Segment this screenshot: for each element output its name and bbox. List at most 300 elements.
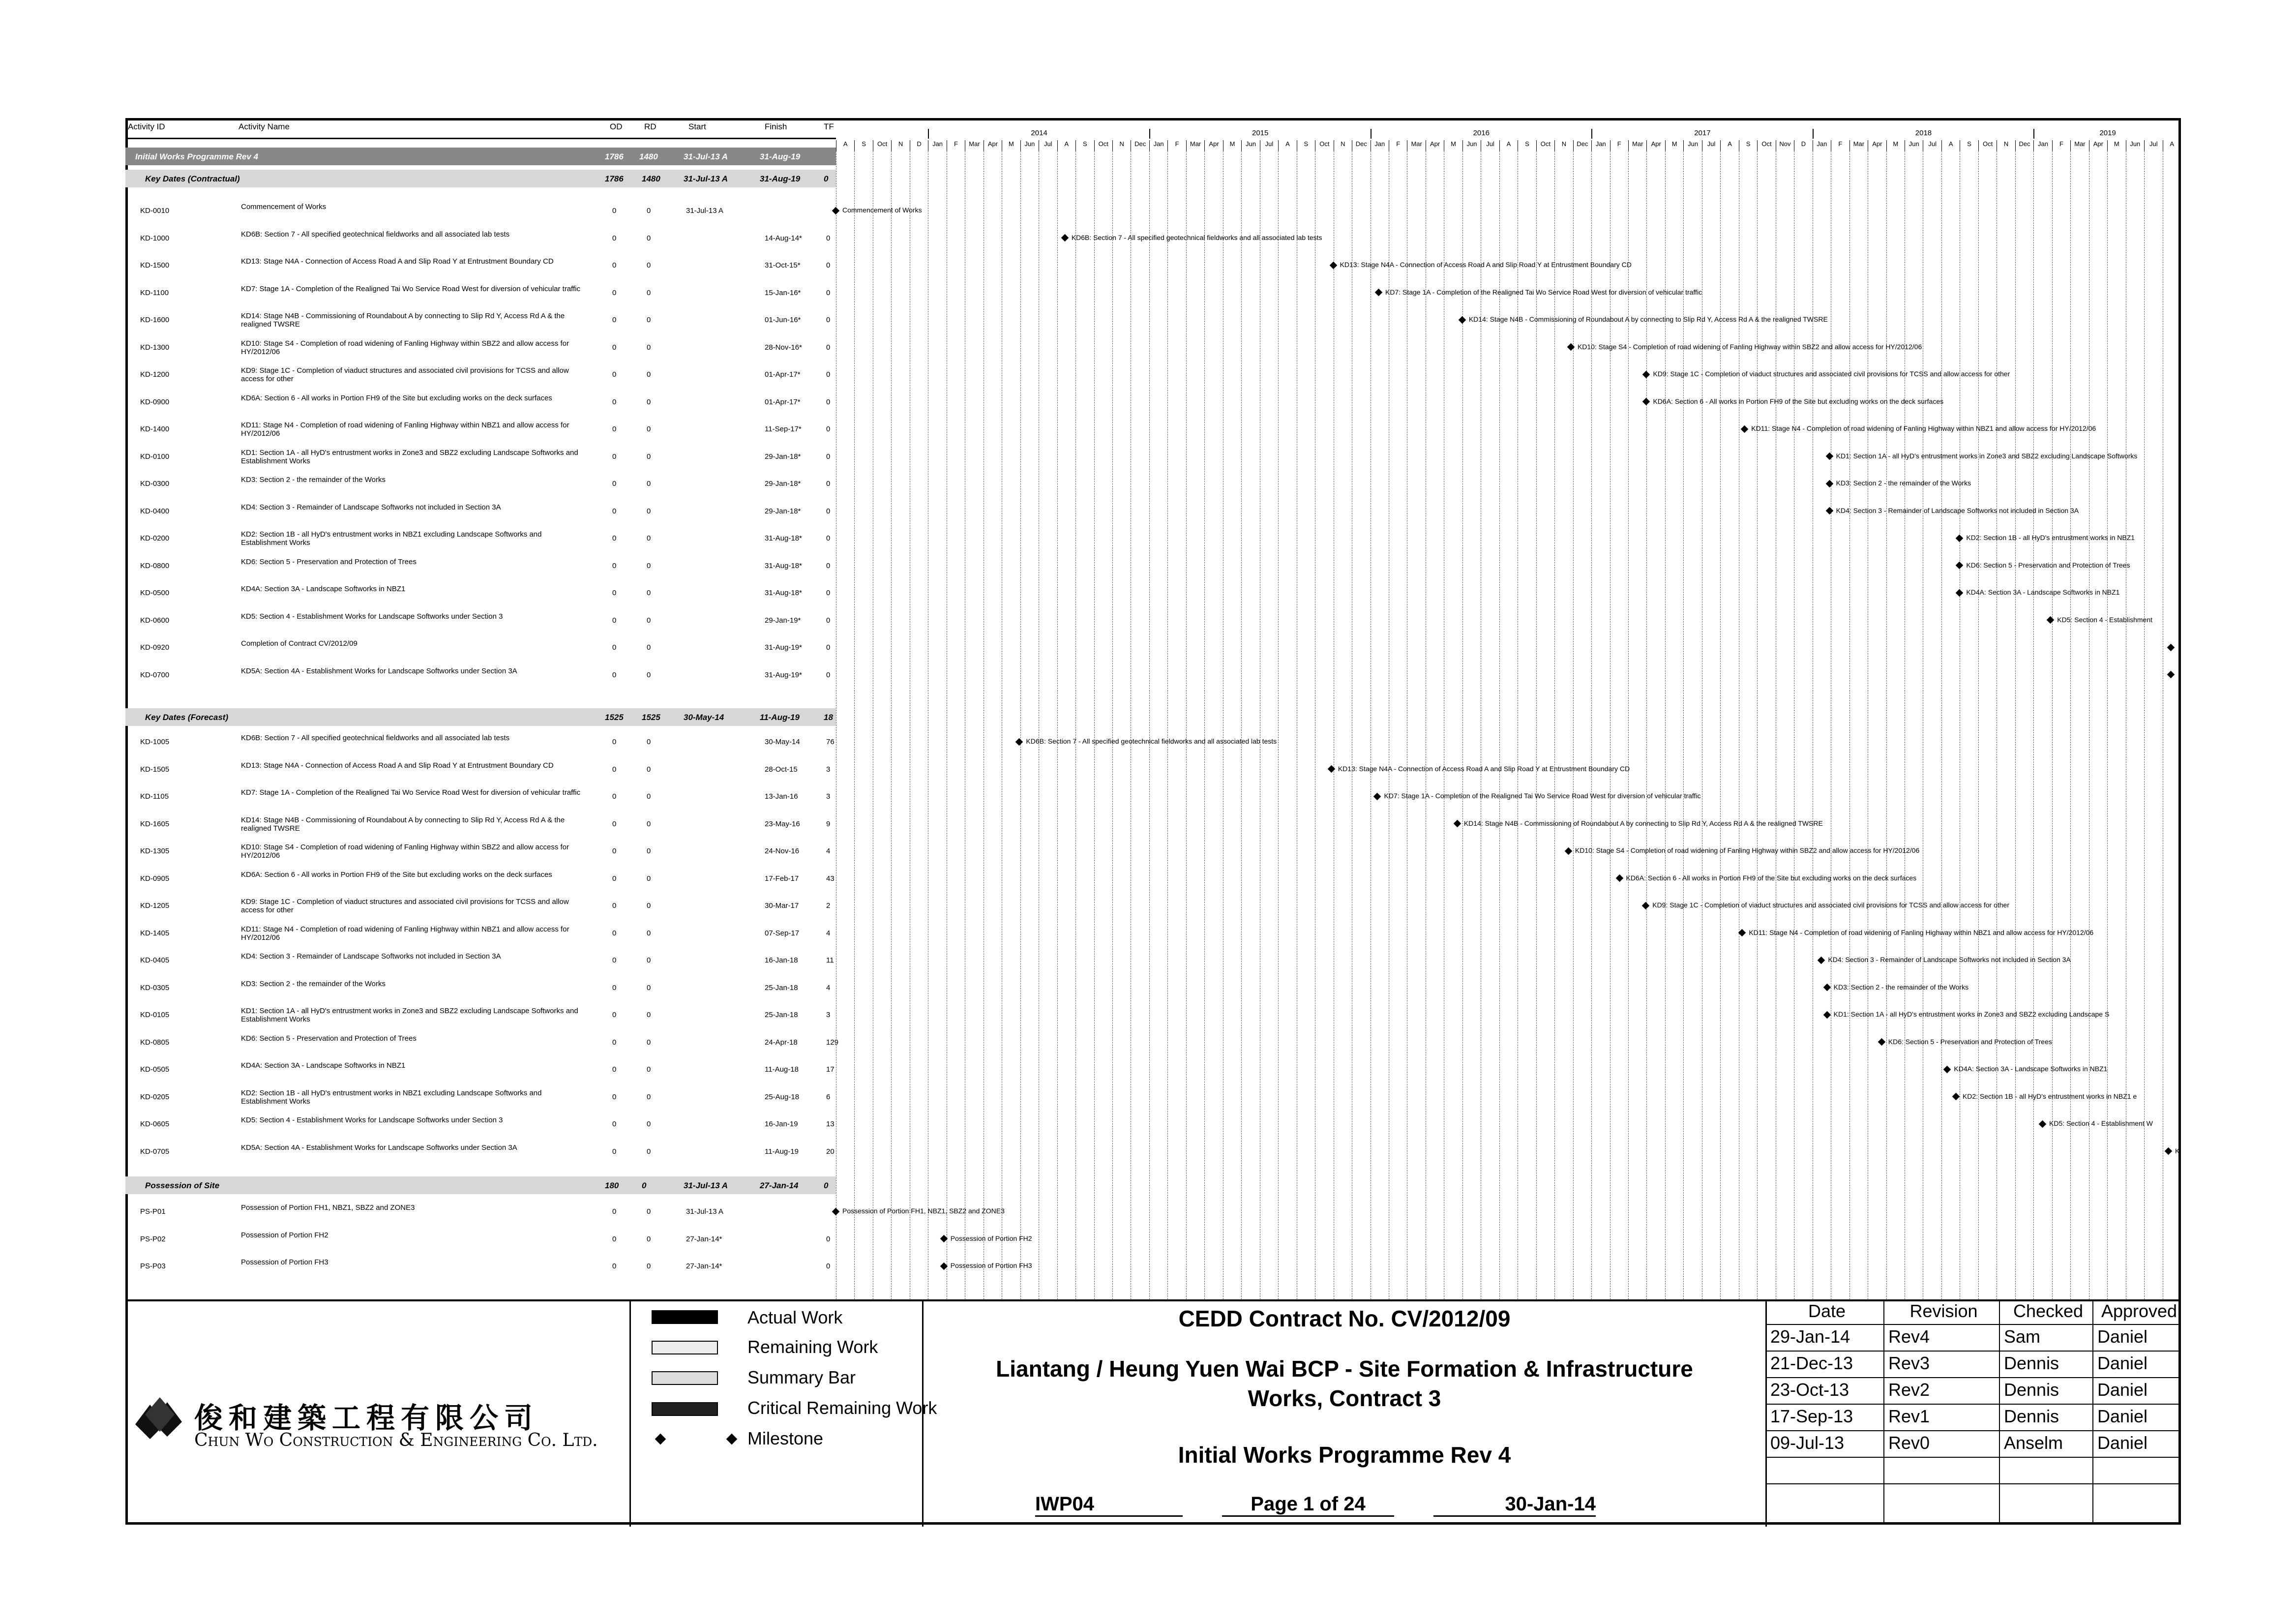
milestone-label: KD4: Section 3 - Remainder of Landscape Softworks not included in Section 3A (1836, 506, 2079, 514)
cell-name: KD5: Section 4 - Establishment Works for Landscape Softworks under Section 3 (241, 1116, 503, 1124)
cell-od: 0 (612, 1092, 617, 1101)
cell-tf: 76 (826, 738, 835, 746)
milestone-diamond-icon (1454, 820, 1461, 828)
cell-name: KD4: Section 3 - Remainder of Landscape Softworks not included in Section 3A (241, 503, 501, 511)
cell-name: Possession of Portion FH2 (241, 1231, 328, 1239)
cell-name: KD10: Stage S4 - Completion of road widening of Fanling Highway within SBZ2 and allow access for HY/2012/06 (241, 843, 569, 860)
milestone-diamond-icon (1567, 343, 1575, 351)
cell-rd: 0 (647, 847, 651, 855)
month-label: M (1002, 140, 1020, 151)
month-label: Oct (1536, 140, 1554, 151)
milestone-label: KD10: Stage S4 - Completion of road widening of Fanling Highway within SBZ2 and allow access for HY/2012/06 (1577, 342, 1922, 351)
legend-milestone-icon-2 (726, 1434, 738, 1445)
cell-finish: 29-Jan-18* (765, 507, 801, 515)
month-gridline (1167, 151, 1168, 1299)
cell-name: KD14: Stage N4B - Commissioning of Roundabout A by connecting to Slip Rd Y, Access Rd A & the realigned TWSRE (241, 312, 565, 329)
cell-id: KD-0500 (140, 589, 170, 597)
milestone-marker (1944, 1064, 2107, 1073)
month-label: Jun (1683, 140, 1701, 151)
cell-finish: 07-Sep-17 (765, 929, 800, 937)
month-label: Dec (2015, 140, 2033, 151)
cell-tf: 0 (826, 670, 831, 679)
month-label: N (1997, 140, 2015, 151)
cell-name: KD4A: Section 3A - Landscape Softworks in NBZ1 (241, 585, 406, 593)
table-row (125, 1225, 836, 1253)
group-od: 180 (605, 1181, 619, 1190)
cell-finish: 23-May-16 (765, 819, 800, 828)
milestone-label: KD1: Section 1A - all HyD's entrustment works in Zone3 and SBZ2 excluding Landscape S (1833, 1010, 2110, 1018)
month-label: Jun (1905, 140, 1923, 151)
group-name: Key Dates (Forecast) (145, 713, 229, 722)
revision-cell: Sam (2004, 1326, 2041, 1347)
milestone-label: Possession of Portion FH1, NBZ1, SBZ2 and ZONE3 (842, 1207, 1005, 1215)
milestone-label: KD2: Section 1B - all HyD's entrustment works in NBZ1 (1966, 534, 2135, 541)
cell-tf: 0 (826, 534, 831, 542)
cell-rd: 0 (647, 874, 651, 883)
month-gridline (2033, 151, 2034, 1299)
cell-od: 0 (612, 847, 617, 855)
month-label: Jan (1371, 140, 1389, 151)
milestone-label: KD13: Stage N4A - Connection of Access Road A and Slip Road Y at Entrustment Boundary CD (1338, 764, 1630, 773)
cell-start: 31-Jul-13 A (686, 1207, 723, 1216)
table-row (125, 661, 836, 689)
milestone-label: KD6B: Section 7 - All specified geotechnical fieldworks and all associated lab tests (1026, 737, 1277, 745)
month-label: F (1610, 140, 1628, 151)
cell-id: KD-0400 (140, 507, 170, 515)
cell-tf: 2 (826, 902, 831, 910)
milestone-marker (1827, 479, 1971, 487)
group-tf: 0 (824, 174, 829, 183)
cell-name: KD13: Stage N4A - Connection of Access Road A and Slip Road Y at Entrustment Boundary CD (241, 761, 554, 770)
activity-table-header (125, 118, 836, 139)
revision-cell: Dennis (2004, 1406, 2059, 1426)
month-gridline (1057, 151, 1058, 1299)
cell-name: KD6A: Section 6 - All works in Portion FH9 of the Site but excluding works on the deck surfaces (241, 393, 552, 402)
month-label: Jan (2033, 140, 2052, 151)
cell-rd: 0 (647, 261, 651, 270)
cell-tf: 0 (826, 452, 831, 461)
cell-finish: 31-Aug-18* (765, 589, 802, 597)
month-gridline (1020, 151, 1021, 1299)
group-start: 31-Jul-13 A (684, 174, 728, 183)
milestone-marker (833, 1206, 1005, 1215)
cell-id: KD-0805 (140, 1038, 170, 1047)
cell-od: 0 (612, 561, 617, 570)
cell-tf: 11 (826, 956, 834, 964)
month-label: Oct (1757, 140, 1775, 151)
table-row (125, 728, 836, 755)
month-label: Jan (1813, 140, 1831, 151)
revision-cell: Daniel (2097, 1380, 2148, 1400)
cell-id: KD-0205 (140, 1092, 170, 1101)
cell-finish: 11-Sep-17* (765, 425, 802, 433)
group-rd: 0 (642, 1181, 647, 1190)
cell-id: KD-1300 (140, 343, 170, 352)
cell-rd: 0 (647, 956, 651, 964)
milestone-label: KD4: Section 3 - Remainder of Landscape Softworks not included in Section 3A (1828, 956, 2071, 963)
cell-tf: 0 (826, 425, 831, 433)
cell-tf: 0 (826, 507, 831, 515)
milestone-diamond-icon (2167, 644, 2175, 652)
cell-rd: 0 (647, 397, 651, 406)
cell-tf: 0 (826, 288, 831, 297)
table-row (125, 606, 836, 634)
project-start: 31-Jul-13 A (684, 152, 728, 161)
table-row (125, 333, 836, 361)
legend-actual-swatch (652, 1310, 718, 1324)
cell-tf: 0 (826, 480, 831, 488)
cell-finish: 31-Aug-18* (765, 534, 802, 542)
milestone-diamond-icon (1956, 535, 1964, 542)
table-row (125, 497, 836, 525)
cell-finish: 24-Nov-16 (765, 847, 800, 855)
cell-od: 0 (612, 1120, 617, 1128)
milestone-diamond-icon (1061, 234, 1069, 242)
group-rd: 1525 (642, 713, 660, 722)
table-row (125, 633, 836, 661)
legend-actual: Actual Work (747, 1307, 843, 1327)
cell-rd: 0 (647, 1038, 651, 1047)
cell-name: KD11: Stage N4 - Completion of road widening of Fanling Highway within NBZ1 and allow access for HY/2012/06 (241, 421, 569, 438)
month-label: Jun (2126, 140, 2144, 151)
milestone-label: KD14: Stage N4B - Commissioning of Roundabout A by connecting to Slip Rd Y, Access Rd A & the realigned TWSRE (1468, 315, 1828, 323)
cell-finish: 01-Apr-17* (765, 370, 801, 379)
cell-rd: 0 (647, 670, 651, 679)
cell-id: KD-1605 (140, 819, 170, 828)
cell-od: 0 (612, 1262, 617, 1270)
revision-cell: 29-Jan-14 (1770, 1326, 1850, 1347)
programme-title: Initial Works Programme Rev 4 (1178, 1442, 1511, 1468)
month-label: A (1941, 140, 1960, 151)
month-label: Apr (2089, 140, 2107, 151)
cell-tf: 0 (826, 343, 831, 352)
milestone-diamond-icon (1878, 1038, 1886, 1046)
cell-finish: 16-Jan-18 (765, 956, 798, 964)
milestone-label: KD6: Section 5 - Preservation and Protection of Trees (1966, 561, 2130, 569)
cell-id: KD-0800 (140, 561, 170, 570)
cell-id: KD-1405 (140, 929, 170, 937)
month-label: Mar (1407, 140, 1425, 151)
year-label: 2019 (2033, 129, 2181, 139)
milestone-label: KD9: Stage 1C - Completion of viaduct structures and associated civil provisions for TCSS and allow access for other (1653, 370, 2010, 378)
group-rd: 1480 (642, 174, 660, 183)
milestone-marker (1957, 588, 2119, 597)
cell-id: PS-P03 (140, 1262, 166, 1270)
legend-critical-swatch (652, 1402, 718, 1416)
milestone-diamond-icon (2047, 616, 2055, 624)
month-label: Jul (1923, 140, 1941, 151)
revision-row-divider (1765, 1483, 2181, 1484)
milestone-marker (1016, 737, 1277, 746)
group-od: 1525 (605, 713, 624, 722)
cell-name: KD4A: Section 3A - Landscape Softworks in NBZ1 (241, 1061, 406, 1070)
group-name: Possession of Site (145, 1181, 220, 1190)
cell-finish: 14-Aug-14* (765, 234, 802, 242)
company-name-english: Chun Wo Construction & Engineering Co. Ltd. (194, 1430, 598, 1450)
table-row (125, 837, 836, 865)
cell-od: 0 (612, 738, 617, 746)
milestone-marker (1739, 928, 2093, 937)
cell-start: 27-Jan-14* (686, 1234, 722, 1243)
milestone-marker (2040, 1119, 2153, 1128)
cell-rd: 0 (647, 425, 651, 433)
table-row (125, 361, 836, 388)
month-gridline (1186, 151, 1187, 1299)
cell-od: 0 (612, 929, 617, 937)
cell-finish: 11-Aug-19 (765, 1147, 799, 1156)
document-number: IWP04 (1035, 1493, 1183, 1517)
milestone-diamond-icon (1373, 793, 1381, 801)
cell-id: KD-0605 (140, 1120, 170, 1128)
milestone-label: KD4A: Section 3A - Landscape Softworks in NBZ1 (1954, 1065, 2108, 1073)
group-od: 1786 (605, 174, 624, 183)
revision-cell: Daniel (2097, 1406, 2148, 1426)
cell-od: 0 (612, 261, 617, 270)
cell-rd: 0 (647, 1234, 651, 1243)
cell-tf: 3 (826, 765, 831, 774)
cell-finish: 31-Oct-15* (765, 261, 801, 270)
cell-tf: 0 (826, 589, 831, 597)
cell-name: KD13: Stage N4A - Connection of Access Road A and Slip Road Y at Entrustment Boundary CD (241, 257, 554, 266)
cell-rd: 0 (647, 819, 651, 828)
table-row (125, 470, 836, 497)
month-label: M (1665, 140, 1683, 151)
year-label: 2014 (928, 129, 1149, 139)
revision-header: Approved (2101, 1301, 2177, 1321)
cell-tf: 17 (826, 1065, 835, 1074)
group-finish: 27-Jan-14 (760, 1181, 799, 1190)
cell-rd: 0 (647, 929, 651, 937)
cell-id: KD-1305 (140, 847, 170, 855)
milestone-diamond-icon (832, 207, 840, 215)
month-label: Jul (1039, 140, 1057, 151)
milestone-label: KD3: Section 2 - the remainder of the Works (1833, 983, 1969, 991)
cell-finish: 15-Jan-16* (765, 288, 801, 297)
table-row (125, 524, 836, 552)
cell-tf: 20 (826, 1147, 835, 1156)
cell-name: KD2: Section 1B - all HyD's entrustment works in NBZ1 excluding Landscape Softworks and Establishment Works (241, 1088, 542, 1106)
cell-name: KD5: Section 4 - Establishment Works for Landscape Softworks under Section 3 (241, 612, 503, 621)
milestone-marker (1827, 451, 2138, 460)
cell-rd: 0 (647, 1011, 651, 1019)
cell-rd: 0 (647, 765, 651, 774)
cell-od: 0 (612, 1207, 617, 1216)
month-gridline (1112, 151, 1113, 1299)
cell-rd: 0 (647, 288, 651, 297)
cell-finish: 31-Aug-19* (765, 643, 802, 652)
table-row (125, 892, 836, 919)
col-header-activity-name: Activity Name (239, 122, 290, 131)
milestone-marker (1331, 260, 1632, 269)
cell-rd: 0 (647, 207, 651, 215)
month-label: F (947, 140, 965, 151)
revision-cell: Rev4 (1888, 1326, 1930, 1347)
month-label: Apr (1646, 140, 1665, 151)
table-row (125, 1083, 836, 1111)
project-summary-row (125, 148, 836, 165)
revision-row-divider (1765, 1351, 2181, 1352)
cell-od: 0 (612, 643, 617, 652)
month-label: Jun (1462, 140, 1481, 151)
milestone-marker (1879, 1037, 2052, 1046)
table-row (125, 782, 836, 810)
cell-tf: 0 (826, 1262, 831, 1270)
table-row (125, 306, 836, 333)
milestone-diamond-icon (1825, 480, 1833, 488)
cell-finish: 30-May-14 (765, 738, 800, 746)
cell-name: Completion of Contract CV/2012/09 (241, 639, 358, 648)
month-label: Jul (1702, 140, 1720, 151)
revision-row-divider (1765, 1457, 2181, 1458)
cell-id: KD-1105 (140, 792, 169, 801)
revision-cell: 09-Jul-13 (1770, 1433, 1845, 1453)
col-header-finish: Finish (765, 122, 787, 131)
milestone-diamond-icon (2039, 1120, 2047, 1128)
cell-tf: 0 (826, 616, 831, 625)
revision-col-divider (1883, 1299, 1884, 1525)
milestone-marker (2166, 1146, 2180, 1155)
legend-milestone-icon (655, 1434, 666, 1445)
milestone-diamond-icon (2167, 671, 2175, 679)
milestone-label: KD5: Section 4 - Establishment (2057, 615, 2152, 624)
cell-finish: 11-Aug-18 (765, 1065, 799, 1074)
legend-critical: Critical Remaining Work (747, 1398, 937, 1418)
cell-name: KD6B: Section 7 - All specified geotechnical fieldworks and all associated lab tests (241, 230, 510, 239)
month-label: Oct (873, 140, 891, 151)
month-label: S (854, 140, 872, 151)
month-label: A (2163, 140, 2181, 151)
milestone-label: KD14: Stage N4B - Commissioning of Roundabout A by connecting to Slip Rd Y, Access Rd A & the realigned TWSRE (1463, 819, 1823, 827)
cell-tf: 0 (826, 397, 831, 406)
month-gridline (1094, 151, 1095, 1299)
cell-tf: 4 (826, 929, 831, 937)
month-label: N (1112, 140, 1131, 151)
month-label: S (1518, 140, 1536, 151)
month-label: N (1554, 140, 1573, 151)
month-label: Apr (1868, 140, 1886, 151)
cell-rd: 0 (647, 589, 651, 597)
milestone-diamond-icon (1329, 262, 1337, 270)
cell-rd: 0 (647, 452, 651, 461)
cell-name: KD9: Stage 1C - Completion of viaduct structures and associated civil provisions for TCSS and allow access for other (241, 898, 569, 914)
cell-finish: 28-Oct-15 (765, 765, 798, 774)
project-title-line1: Liantang / Heung Yuen Wai BCP - Site Formation & Infrastructure (996, 1356, 1693, 1382)
cell-rd: 0 (647, 534, 651, 542)
month-label: S (1075, 140, 1094, 151)
milestone-diamond-icon (1459, 316, 1466, 324)
month-label: Jul (1481, 140, 1499, 151)
legend-remaining-swatch (652, 1341, 718, 1354)
cell-tf: 9 (826, 819, 831, 828)
cell-id: KD-0705 (140, 1147, 170, 1156)
milestone-label: Possession of Portion FH2 (950, 1234, 1032, 1242)
cell-id: KD-0105 (140, 1011, 170, 1019)
milestone-marker (1953, 1092, 2137, 1101)
cell-rd: 0 (647, 792, 651, 801)
revision-cell: Dennis (2004, 1353, 2059, 1373)
cell-id: KD-0010 (140, 207, 170, 215)
legend-milestone: Milestone (747, 1428, 824, 1448)
cell-name: Possession of Portion FH3 (241, 1258, 328, 1266)
legend-summary-swatch (652, 1371, 718, 1385)
cell-start: 31-Jul-13 A (686, 207, 723, 215)
cell-od: 0 (612, 370, 617, 379)
milestone-marker (1824, 1010, 2110, 1019)
cell-od: 0 (612, 480, 617, 488)
month-label: Jan (928, 140, 946, 151)
col-header-activity-id: Activity ID (128, 122, 165, 131)
company-name-chinese: 俊和建築工程有限公司 (194, 1401, 539, 1435)
cell-rd: 0 (647, 370, 651, 379)
table-row (125, 388, 836, 416)
milestone-label: KD7: Stage 1A - Completion of the Realigned Tai Wo Service Road West for diversion of vehicular traffic (1385, 288, 1702, 296)
milestone-diamond-icon (832, 1208, 840, 1216)
cell-od: 0 (612, 1065, 617, 1074)
cell-tf: 6 (826, 1092, 831, 1101)
month-label: F (1831, 140, 1849, 151)
cell-od: 0 (612, 1234, 617, 1243)
month-label: Jun (1241, 140, 1259, 151)
cell-rd: 0 (647, 343, 651, 352)
milestone-label: KD11: Stage N4 - Completion of road widening of Fanling Highway within NBZ1 and allow access for HY/2012/06 (1749, 928, 2094, 936)
milestone-marker (1376, 288, 1702, 297)
project-finish: 31-Aug-19 (760, 152, 801, 161)
cell-tf: 13 (826, 1120, 835, 1128)
project-rd: 1480 (639, 152, 658, 161)
cell-finish: 25-Jan-18 (765, 983, 798, 992)
col-header-rd: RD (644, 122, 656, 131)
month-label: Dec (1573, 140, 1591, 151)
cell-rd: 0 (647, 507, 651, 515)
month-label: Mar (1628, 140, 1646, 151)
cell-rd: 0 (647, 616, 651, 625)
month-label: M (1886, 140, 1905, 151)
cell-name: KD1: Section 1A - all HyD's entrustment works in Zone3 and SBZ2 excluding Landscape Softworks and Establishment Works (241, 1007, 578, 1023)
table-row (125, 865, 836, 892)
cell-finish: 29-Jan-18* (765, 480, 801, 488)
year-label: 2018 (1813, 129, 2034, 139)
milestone-marker (1819, 955, 2070, 964)
cell-id: KD-1000 (140, 234, 170, 242)
milestone-label: KD6B: Section 7 - All specified geotechnical fieldworks and all associated lab tests (1071, 233, 1322, 241)
milestone-diamond-icon (940, 1235, 948, 1243)
cell-id: KD-1200 (140, 370, 170, 379)
milestone-label: K (2175, 1146, 2180, 1155)
milestone-marker (941, 1234, 1032, 1243)
milestone-label: KD3: Section 2 - the remainder of the Works (1836, 479, 1971, 487)
table-row (125, 1001, 836, 1028)
cell-finish: 01-Apr-17* (765, 397, 801, 406)
month-gridline (2015, 151, 2016, 1299)
table-row (125, 279, 836, 306)
month-label: N (1334, 140, 1352, 151)
cell-od: 0 (612, 507, 617, 515)
cell-od: 0 (612, 819, 617, 828)
milestone-diamond-icon (1952, 1093, 1960, 1101)
cell-od: 0 (612, 1147, 617, 1156)
milestone-diamond-icon (1565, 847, 1573, 855)
milestone-label: KD9: Stage 1C - Completion of viaduct structures and associated civil provisions for TCSS and allow access for other (1652, 901, 2009, 909)
cell-rd: 0 (647, 983, 651, 992)
cell-finish: 25-Jan-18 (765, 1011, 798, 1019)
milestone-marker (1617, 873, 1917, 882)
col-header-od: OD (610, 122, 623, 131)
cell-finish: 24-Apr-18 (765, 1038, 798, 1047)
milestone-label: KD6A: Section 6 - All works in Portion FH9 of the Site but excluding works on the deck surfaces (1626, 873, 1917, 882)
year-label: 2017 (1591, 129, 1813, 139)
cell-name: KD9: Stage 1C - Completion of viaduct structures and associated civil provisions for TCSS and allow access for other (241, 366, 569, 383)
year-label: 2015 (1149, 129, 1371, 139)
